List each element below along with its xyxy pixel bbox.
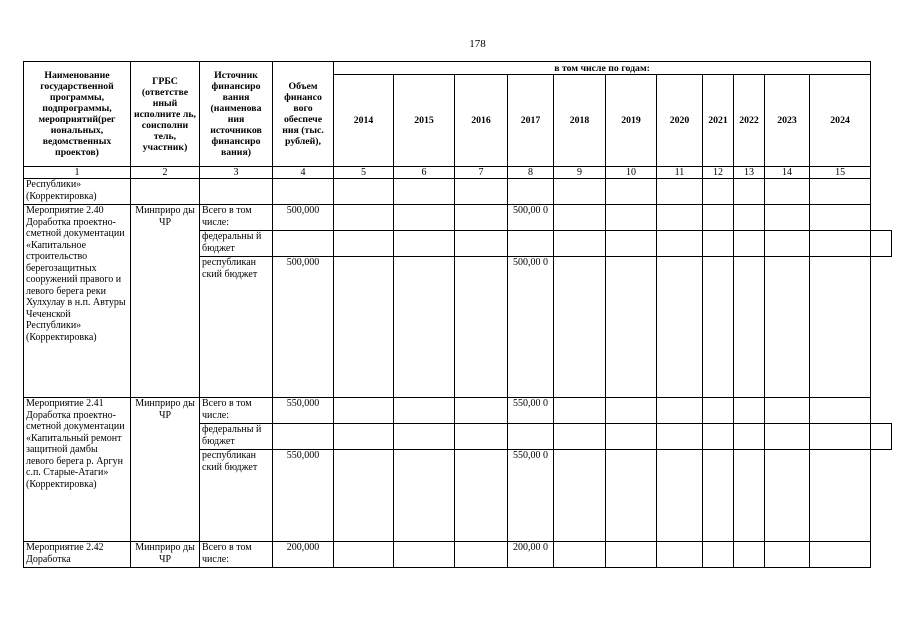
source-total: Всего в том числе: — [200, 542, 273, 568]
amount-republican-2017: 500,00 0 — [508, 257, 554, 398]
amount-total: 500,000 — [273, 205, 334, 231]
amount-2017: 550,00 0 — [508, 398, 554, 424]
column-number: 14 — [765, 167, 810, 179]
column-number: 15 — [810, 167, 871, 179]
header-year: 2020 — [657, 75, 703, 167]
budget-table — [23, 61, 892, 568]
header-year: 2016 — [455, 75, 508, 167]
measure-name: Мероприятие 2.42 Доработка — [24, 542, 131, 568]
amount-republican-2017: 550,00 0 — [508, 450, 554, 542]
header-year: 2014 — [334, 75, 394, 167]
column-number: 11 — [657, 167, 703, 179]
grbs-cell: Минприро ды ЧР — [131, 205, 200, 398]
column-number: 12 — [703, 167, 734, 179]
column-numbers-row — [24, 167, 892, 179]
column-number: 8 — [508, 167, 554, 179]
column-number: 5 — [334, 167, 394, 179]
header-by-years: в том числе по годам: — [334, 62, 871, 75]
source-federal: федеральны й бюджет — [200, 424, 273, 450]
amount-2017: 200,00 0 — [508, 542, 554, 568]
source-federal: федеральны й бюджет — [200, 231, 273, 257]
column-number: 3 — [200, 167, 273, 179]
table-row — [24, 398, 892, 424]
page-number: 178 — [469, 38, 486, 50]
header-year: 2022 — [734, 75, 765, 167]
header-year: 2018 — [554, 75, 606, 167]
column-number: 6 — [394, 167, 455, 179]
header-year: 2023 — [765, 75, 810, 167]
source-republican: республикан ский бюджет — [200, 257, 273, 398]
header-funding-volume: Объем финансо вого обеспече ния (тыс. рублей), — [273, 62, 334, 167]
amount-total: 200,000 — [273, 542, 334, 568]
measure-name: Мероприятие 2.41 Доработка проектно-сметной документации «Капитальный ремонт защитной дамбы левого берега р. Аргун с.п. Старые-Атаги» (Корректировка) — [24, 398, 131, 542]
measure-name-continued: Республики» (Корректировка) — [24, 179, 131, 205]
amount-2017: 500,00 0 — [508, 205, 554, 231]
table-row — [24, 205, 892, 231]
header-grbs: ГРБС (ответстве нный исполните ль, соисполни тель, участник) — [131, 62, 200, 167]
header-year: 2021 — [703, 75, 734, 167]
grbs-cell: Минприро ды ЧР — [131, 398, 200, 542]
column-number: 4 — [273, 167, 334, 179]
header-year: 2019 — [606, 75, 657, 167]
header-funding-source: Источник финансиро вания (наименова ния источников финансиро вания) — [200, 62, 273, 167]
grbs-cell: Минприро ды ЧР — [131, 542, 200, 568]
table-row — [24, 179, 892, 205]
column-number: 7 — [455, 167, 508, 179]
column-number: 10 — [606, 167, 657, 179]
column-number: 13 — [734, 167, 765, 179]
amount-republican: 550,000 — [273, 450, 334, 542]
source-republican: республикан ский бюджет — [200, 450, 273, 542]
amount-total: 550,000 — [273, 398, 334, 424]
header-year: 2015 — [394, 75, 455, 167]
amount-republican: 500,000 — [273, 257, 334, 398]
source-total: Всего в том числе: — [200, 205, 273, 231]
header-year: 2017 — [508, 75, 554, 167]
header-program-name: Наименование государственной программы, подпрограммы, мероприятий(рег иональных, ведомственных проектов) — [24, 62, 131, 167]
table-row — [24, 542, 892, 568]
column-number: 2 — [131, 167, 200, 179]
header-year: 2024 — [810, 75, 871, 167]
column-number: 1 — [24, 167, 131, 179]
measure-name: Мероприятие 2.40 Доработка проектно-сметной документации «Капитальное строительство берегозащитных сооружений правого и левого берега реки Хулхулау в н.п. Автуры Чеченской Республики» (Корректировка) — [24, 205, 131, 398]
source-total: Всего в том числе: — [200, 398, 273, 424]
column-number: 9 — [554, 167, 606, 179]
